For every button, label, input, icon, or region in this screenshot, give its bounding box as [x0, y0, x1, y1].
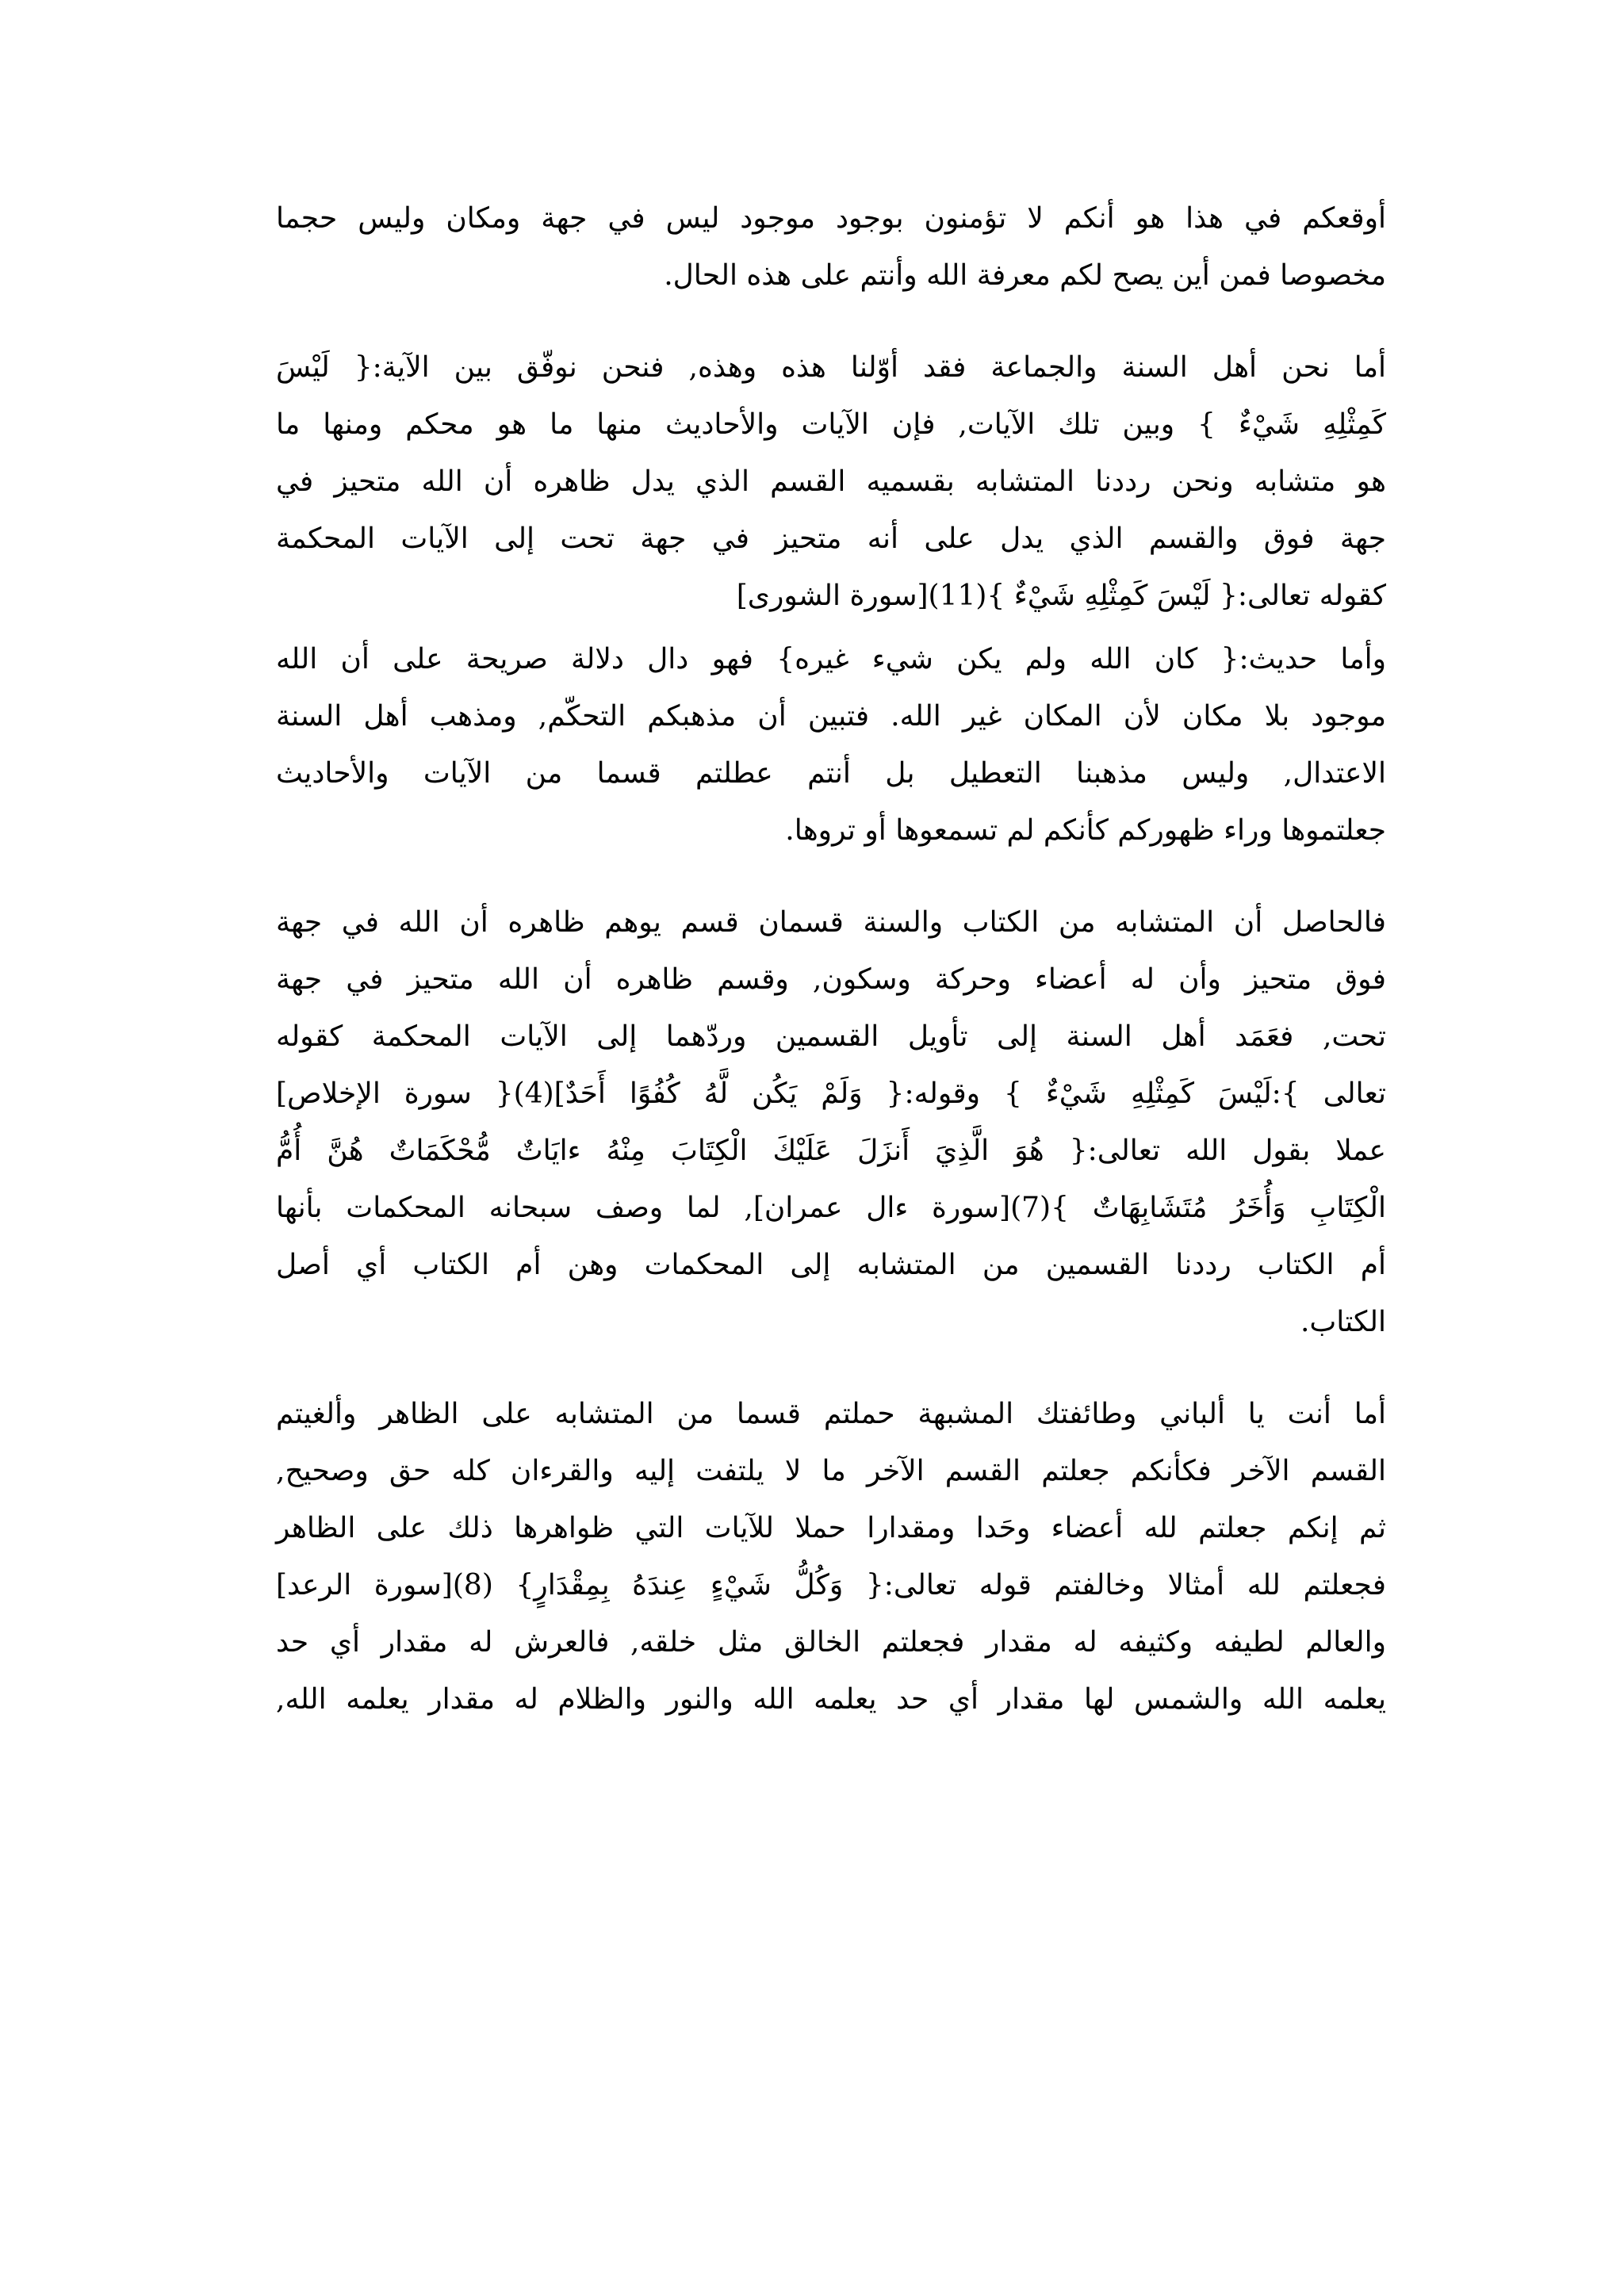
text-line: أما أنت يا ألباني وطائفتك المشبهة حملتم قسما من المتشابه على الظاهر وألغيتم: [276, 1398, 1386, 1430]
text-line: مخصوصا فمن أين يصح لكم معرفة الله وأنتم على هذه الحال.: [664, 259, 1386, 292]
paragraph: [276, 894, 1386, 1351]
text-line: فجعلتم لله أمثالا وخالفتم قوله تعالى:{ وَكُلُّ شَيْءٍ عِندَهُ بِمِقْدَارٍ} (8)[سورة الرعد]: [276, 1569, 1386, 1601]
text-line: فالحاصل أن المتشابه من الكتاب والسنة قسمان قسم يوهم ظاهره أن الله في جهة: [276, 906, 1386, 939]
text-line: أما نحن أهل السنة والجماعة فقد أوّلنا هذه وهذه, فنحن نوفّق بين الآية:{ لَيْسَ: [276, 351, 1386, 384]
text-line: ثم إنكم جعلتم لله أعضاء وحَدا ومقدارا حملا للآيات التي ظواهرها ذلك على الظاهر: [276, 1512, 1386, 1544]
text-line: الكتاب.: [1300, 1306, 1386, 1338]
text-line: جهة فوق والقسم الذي يدل على أنه متحيز في جهة تحت إلى الآيات المحكمة: [276, 522, 1386, 555]
text-line: الاعتدال, وليس مذهبنا التعطيل بل أنتم عطلتم قسما من الآيات والأحاديث: [276, 757, 1386, 790]
paragraph: [276, 631, 1386, 859]
text-line: يعلمه الله والشمس لها مقدار أي حد يعلمه الله والنور والظلام له مقدار يعلمه الله,: [276, 1683, 1386, 1716]
text-line: موجود بلا مكان لأن المكان غير الله. فتبين أن مذهبكم التحكّم, ومذهب أهل السنة: [276, 700, 1386, 733]
text-line: أم الكتاب رددنا القسمين من المتشابه إلى المحكمات وهن أم الكتاب أي أصل: [276, 1249, 1386, 1281]
text-line: جعلتموها وراء ظهوركم كأنكم لم تسمعوها أو تروها.: [785, 814, 1386, 847]
text-line: كقوله تعالى:{ لَيْسَ كَمِثْلِهِ شَيْءٌ }(11)[سورة الشورى]: [736, 580, 1386, 612]
text-line: الْكِتَابِ وَأُخَرُ مُتَشَابِهَاتٌ }(7)[سورة ءال عمران], لما وصف سبحانه المحكمات بأنها: [276, 1192, 1387, 1224]
text-line: هو متشابه ونحن رددنا المتشابه بقسميه القسم الذي يدل ظاهره أن الله متحيز في: [276, 465, 1386, 498]
text-line: تحت, فعَمَد أهل السنة إلى تأويل القسمين وردّهما إلى الآيات المحكمة كقوله: [276, 1020, 1386, 1053]
paragraph: [276, 339, 1386, 625]
text-line: فوق متحيز وأن له أعضاء وحركة وسكون, وقسم ظاهره أن الله متحيز في جهة: [276, 963, 1386, 996]
text-line: عملا بقول الله تعالى:{ هُوَ الَّذِيَ أَنزَلَ عَلَيْكَ الْكِتَابَ مِنْهُ ءايَاتٌ مُّحْكَمَاتٌ هُنَّ أُمُّ: [276, 1135, 1386, 1167]
text-line: تعالى }:لَيْسَ كَمِثْلِهِ شَيْءٌ } وقوله:{ وَلَمْ يَكُن لَّهُ كُفُوًا أَحَدٌ](4){ سورة الإخلاص]: [276, 1077, 1386, 1110]
document-body: [276, 190, 1386, 1728]
text-line: كَمِثْلِهِ شَيْءٌ } وبين تلك الآيات, فإن الآيات والأحاديث منها ما هو محكم ومنها ما: [276, 408, 1386, 441]
text-line: القسم الآخر فكأنكم جعلتم القسم الآخر ما لا يلتفت إليه والقرءان كله حق وصحيح,: [276, 1455, 1386, 1487]
text-line: والعالم لطيفه وكثيفه له مقدار فجعلتم الخالق مثل خلقه, فالعرش له مقدار أي حد: [276, 1626, 1386, 1659]
paragraph: [276, 190, 1386, 304]
text-line: وأما حديث:{ كان الله ولم يكن شيء غيره} فهو دال دلالة صريحة على أن الله: [276, 643, 1386, 675]
paragraph: [276, 1386, 1386, 1728]
text-line: أوقعكم في هذا هو أنكم لا تؤمنون بوجود موجود ليس في جهة ومكان وليس حجما: [276, 202, 1387, 235]
